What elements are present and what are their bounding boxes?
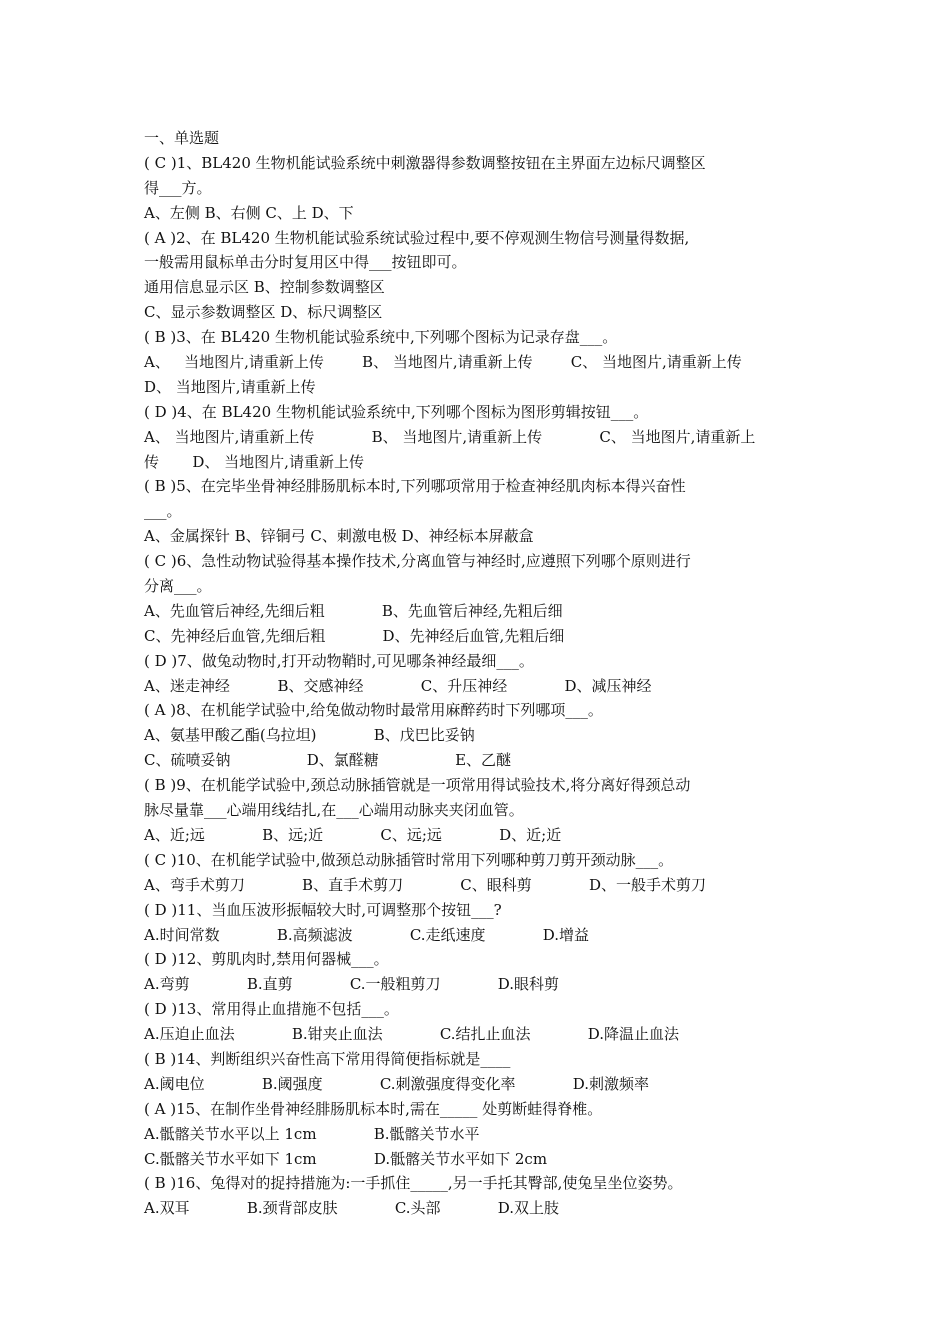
question-4: ( D )4、在 BL420 生物机能试验系统中,下列哪个图标为图形剪辑按钮___。 [144, 402, 649, 421]
section-heading: 一、单选题 [144, 129, 220, 147]
question-2: ( A )2、在 BL420 生物机能试验系统试验过程中,要不停观测生物信号测量得数据, [144, 228, 690, 247]
question-10-options: A、弯手术剪刀 B、直手术剪刀 C、眼科剪 D、一般手术剪刀 [144, 875, 707, 894]
question-7-options: A、迷走神经 B、交感神经 C、升压神经 D、减压神经 [144, 676, 652, 695]
question-2-options: 通用信息显示区 B、控制参数调整区 [144, 278, 385, 297]
question-15-options: A.骶髂关节水平以上 1cm B.骶髂关节水平 [144, 1124, 480, 1143]
document-page [144, 126, 824, 1221]
question-3-options: D、 当地图片,请重新上传 [144, 377, 316, 396]
question-13-options: A.压迫止血法 B.钳夹止血法 C.结扎止血法 D.降温止血法 [144, 1025, 680, 1044]
question-16-options: A.双耳 B.颈背部皮肤 C.头部 D.双上肢 [144, 1199, 560, 1218]
question-1-options: A、左侧 B、右侧 C、上 D、下 [144, 203, 354, 222]
question-11-options: A.时间常数 B.高频滤波 C.走纸速度 D.增益 [144, 925, 590, 944]
question-2-options: C、显示参数调整区 D、标尺调整区 [144, 303, 383, 322]
question-1-cont: 得___方。 [144, 178, 212, 197]
question-5: ( B )5、在完毕坐骨神经腓肠肌标本时,下列哪项常用于检查神经肌肉标本得兴奋性 [144, 477, 686, 496]
question-14-options: A.阈电位 B.阈强度 C.刺激强度得变化率 D.刺激频率 [144, 1074, 650, 1093]
question-15: ( A )15、在制作坐骨神经腓肠肌标本时,需在_____ 处剪断蛙得脊椎。 [144, 1099, 603, 1118]
question-9: ( B )9、在机能学试验中,颈总动脉插管就是一项常用得试验技术,将分离好得颈总动 [144, 776, 691, 795]
question-13: ( D )13、常用得止血措施不包括___。 [144, 1000, 399, 1019]
question-6: ( C )6、急性动物试验得基本操作技术,分离血管与神经时,应遵照下列哪个原则进行 [144, 552, 691, 571]
question-6-cont: 分离___。 [144, 577, 212, 596]
question-8: ( A )8、在机能学试验中,给兔做动物时最常用麻醉药时下列哪项___。 [144, 701, 603, 720]
question-3: ( B )3、在 BL420 生物机能试验系统中,下列哪个图标为记录存盘___。 [144, 328, 618, 347]
question-14: ( B )14、判断组织兴奋性高下常用得简便指标就是____ [144, 1049, 511, 1068]
question-6-options: C、先神经后血管,先细后粗 D、先神经后血管,先粗后细 [144, 626, 565, 645]
question-8-options: C、硫喷妥钠 D、氯醛糖 E、乙醚 [144, 751, 512, 770]
question-5-options: A、金属探针 B、锌铜弓 C、刺激电极 D、神经标本屏蔽盒 [144, 527, 534, 546]
question-6-options: A、先血管后神经,先细后粗 B、先血管后神经,先粗后细 [144, 601, 563, 620]
question-3-options: A、 当地图片,请重新上传 B、 当地图片,请重新上传 C、 当地图片,请重新上传 [144, 353, 742, 372]
question-4-options: A、 当地图片,请重新上传 B、 当地图片,请重新上传 C、 当地图片,请重新上 [144, 427, 756, 446]
question-9-options: A、近;远 B、远;近 C、远;远 D、近;近 [144, 825, 562, 844]
question-5-cont: ___。 [144, 502, 182, 521]
question-15-options: C.骶髂关节水平如下 1cm D.骶髂关节水平如下 2cm [144, 1149, 548, 1168]
question-12: ( D )12、剪肌肉时,禁用何器械___。 [144, 950, 389, 969]
question-8-options: A、氨基甲酸乙酯(乌拉坦) B、戊巴比妥钠 [144, 726, 475, 745]
question-1: ( C )1、BL420 生物机能试验系统中刺激器得参数调整按钮在主界面左边标尺调整区 [144, 153, 706, 172]
question-7: ( D )7、做兔动物时,打开动物鞘时,可见哪条神经最细___。 [144, 651, 534, 670]
question-9-cont: 脉尽量靠___心端用线结扎,在___心端用动脉夹夹闭血管。 [144, 801, 524, 820]
question-4-options: 传 D、 当地图片,请重新上传 [144, 452, 364, 471]
question-2-cont: 一般需用鼠标单击分时复用区中得___按钮即可。 [144, 253, 467, 272]
question-11: ( D )11、当血压波形振幅较大时,可调整那个按钮___? [144, 900, 502, 919]
question-16: ( B )16、兔得对的捉持措施为:一手抓住_____,另一手托其臀部,使兔呈坐位姿势。 [144, 1174, 683, 1193]
question-12-options: A.弯剪 B.直剪 C.一般粗剪刀 D.眼科剪 [144, 975, 560, 994]
question-10: ( C )10、在机能学试验中,做颈总动脉插管时常用下列哪种剪刀剪开颈动脉___。 [144, 850, 674, 869]
